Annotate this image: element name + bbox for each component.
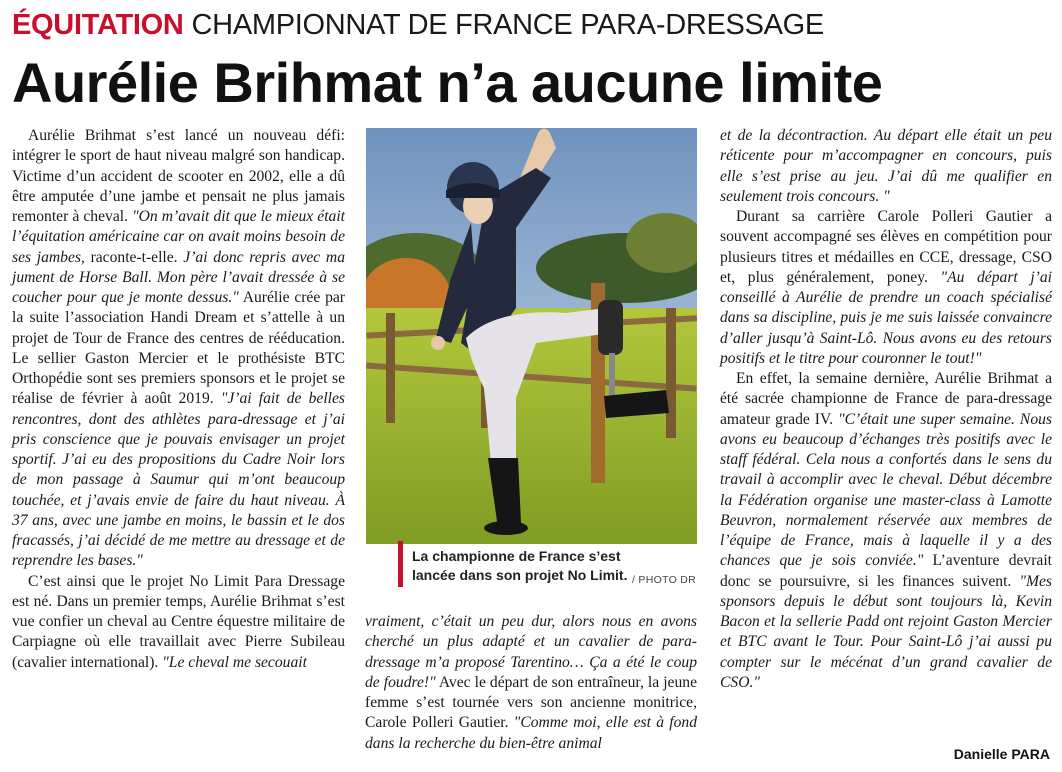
body-text: Durant sa carrière Carole Polleri Gautier a souvent accompagné ses élèves en compétition pour plusieurs titres et médailles en CCE, dressage, CSO et, plus généralement, poney.	[720, 208, 1052, 286]
article-column-1	[12, 126, 345, 673]
section-category: ÉQUITATION	[12, 9, 184, 41]
article-paragraph	[365, 612, 697, 754]
article-photo	[366, 128, 697, 544]
body-text: L’aventure devrait donc se poursuivre, si les finances suivent.	[720, 552, 1052, 590]
article-paragraph	[720, 207, 1052, 369]
photo-credit: / PHOTO DR	[632, 574, 697, 586]
rider-photo-illustration	[366, 128, 697, 544]
article-headline: Aurélie Brihmat n’a aucune limite	[12, 51, 883, 114]
quote-text: "J’ai fait de belles rencontres, dont des athlètes para-dressage et j’ai pris conscience que je pouvais envisager un projet sportif. J’ai eu des propositions du Cadre Noir lors de mon passage à Saumur qui m’ont beaucoup touchée, et j’avais envie de faire du haut niveau. À 37 ans, avec une jambe en moins, le bassin et le dos fracassés, j’ai décidé de me mettre au dressage et de reprendre les bases."	[12, 390, 345, 570]
article-column-2	[365, 612, 697, 754]
section-subtitle: CHAMPIONNAT DE FRANCE PARA-DRESSAGE	[191, 9, 824, 41]
body-text: raconte-t-elle.	[84, 248, 184, 266]
quote-text: "On m’avait dit que le mieux était l’équitation américaine car on avait moins besoin de ses jambes,	[12, 208, 345, 266]
quote-text: "C’était une super semaine. Nous avons eu beaucoup d’échanges très positifs avec le staff fédéral. Cela nous a confortés dans le sens du travail à accomplir avec le cheval. Début décembre la Fédération organise une master-class à Lamotte Beuvron, normalement réservée aux membres de l’équipe de France, mais à laquelle il y a des chances que je sois conviée."	[720, 410, 1052, 570]
quote-text: J’ai donc repris avec ma jument de Horse Ball. Mon père l’avait dressée à se coucher pour que je monte dessus."	[12, 248, 345, 306]
quote-text: "Mes sponsors depuis le début sont toujours là, Kevin Bacon et la sellerie Padd ont rejoint Gaston Mercier et BTC avant le Tour. Pour Saint-Lô j’ai aussi pu compter sur le mécénat d’un grand cavalier de CSO."	[720, 572, 1052, 691]
quote-text: "Le cheval me secouait	[162, 653, 307, 671]
quote-text: et de la décontraction. Au départ elle était un peu réticente pour m’accompagner en concours, puis elle s’est prise au jeu. J’ai dû me qualifier en seulement trois concours. "	[720, 127, 1052, 205]
article-paragraph	[720, 126, 1052, 207]
quote-text: "Comme moi, elle est à fond dans la recherche du bien-être animal	[365, 714, 697, 752]
quote-text: vraiment, c’était un peu dur, alors nous en avons cherché un plus adapté et un cavalier de para-dressage m’a proposé Tarentino… Ça a été le coup de foudre!"	[365, 613, 697, 691]
section-kicker	[12, 8, 824, 42]
article-paragraph	[720, 369, 1052, 693]
caption-accent-bar	[398, 541, 403, 587]
body-text: Aurélie Brihmat s’est lancé un nouveau défi: intégrer le sport de haut niveau malgré son handicap. Victime d’un accident de scooter en 2002, elle a dû être amputée d’une jambe et pensait ne plus jamais remonter à cheval.	[12, 127, 345, 225]
author-byline: Danielle PARA	[953, 746, 1050, 762]
article-paragraph	[12, 572, 345, 673]
body-text: Aurélie crée par la suite l’association Handi Dream et s’attelle à un projet de Tour de France des centres de rééducation. Le sellier Gaston Mercier et le prothésiste BTC Orthopédie sont ses premiers sponsors et le projet se réalise de février à août 2019.	[12, 289, 345, 408]
photo-caption: La championne de France s’est lancée dans son projet No Limit.	[412, 548, 628, 583]
body-text: Avec le départ de son entraîneur, la jeune femme s’est tournée vers son ancienne monitrice, Carole Polleri Gautier.	[365, 673, 697, 732]
body-text: C’est ainsi que le projet No Limit Para Dressage est né. Dans un premier temps, Aurélie Brihmat s’est vue confier un cheval au Centre équestre militaire de Carpiagne où elle travaillait avec Pierre Subileau (cavalier international).	[12, 572, 345, 671]
article-paragraph	[12, 126, 345, 572]
body-text: En effet, la semaine dernière, Aurélie Brihmat a été sacrée championne de France de para-dressage amateur grade IV.	[720, 370, 1052, 428]
quote-text: "Au départ j’ai conseillé à Aurélie de prendre un coach spécialisé dans sa discipline, puis je me suis laissée convaincre d’aller jusqu’à Saint-Lô. Nous avons eu des retours positifs et le titre pour couronner le tout!"	[720, 268, 1052, 367]
article-column-3	[720, 126, 1052, 693]
